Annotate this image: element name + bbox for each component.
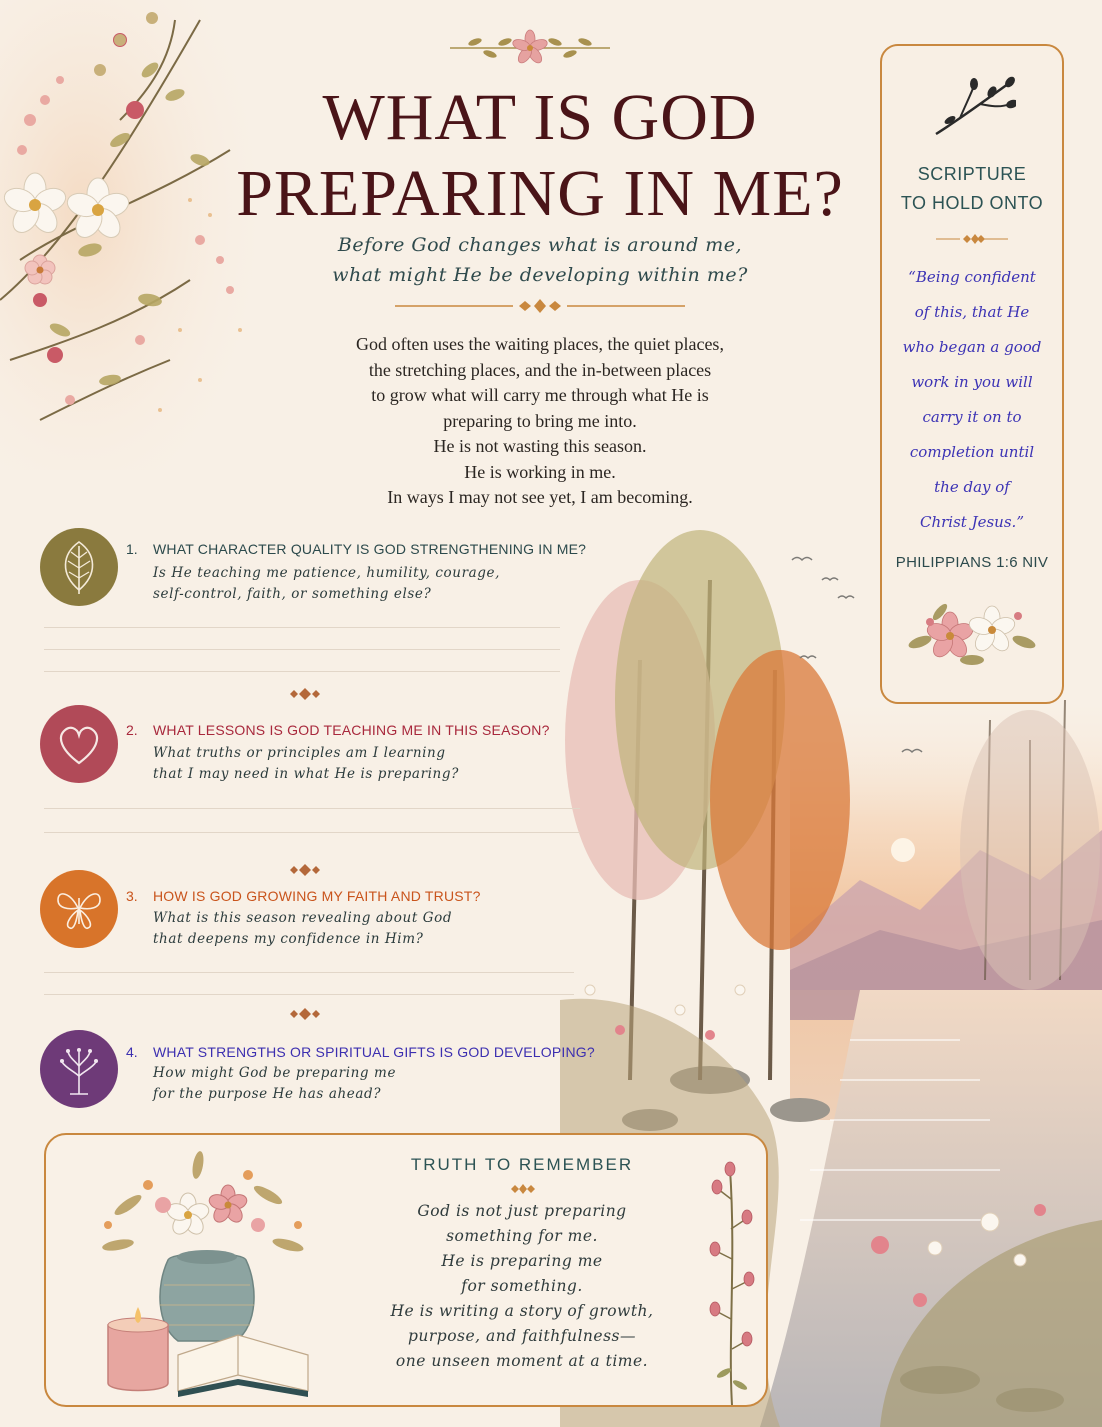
verse-line: “Being confident (908, 268, 1036, 286)
question-2-badge (40, 705, 118, 783)
scripture-verse (888, 260, 1056, 540)
truth-line: purpose, and faithfulness— (407, 1327, 636, 1345)
scripture-card (880, 44, 1064, 704)
scripture-heading (882, 160, 1062, 218)
truth-text (346, 1199, 698, 1374)
question-4-number: 4. (126, 1044, 138, 1060)
butterfly-icon (40, 870, 118, 948)
scripture-reference: PHILIPPIANS 1:6 NIV (895, 554, 1049, 571)
question-3-prompt (153, 908, 452, 950)
question-1-prompt (153, 563, 500, 605)
section-divider (288, 864, 322, 876)
intro-line: In ways I may not see yet, I am becoming. (387, 487, 693, 507)
question-1-prompt-line-1: Is He teaching me patience, humility, courage, (153, 565, 500, 581)
truth-to-remember-card (44, 1133, 768, 1407)
verse-line: of this, that He (914, 303, 1030, 321)
intro-line: God often uses the waiting places, the quiet places, (356, 334, 724, 354)
truth-line: He is writing a story of growth, (390, 1302, 654, 1320)
verse-line: work in you will (911, 373, 1033, 391)
truth-line: God is not just preparing (417, 1202, 627, 1220)
truth-line: one unseen moment at a time. (395, 1352, 649, 1370)
question-2-prompt-line-1: What truths or principles am I learning (153, 745, 446, 761)
intro-line: preparing to bring me into. (443, 410, 637, 431)
question-1-answer-line[interactable] (44, 627, 560, 628)
verse-line: completion until (909, 443, 1035, 461)
intro-paragraph (280, 332, 800, 511)
rosebud-sprig-illustration (702, 1159, 758, 1405)
page-title-line-1: WHAT IS GOD (322, 81, 758, 154)
verse-line: the day of (934, 478, 1010, 496)
question-1-prompt-line-2: self-control, faith, or something else? (153, 586, 432, 602)
page-title (200, 80, 880, 232)
question-2-answer-line[interactable] (44, 832, 580, 833)
scripture-divider (936, 232, 1008, 246)
question-1-title: WHAT CHARACTER QUALITY IS GOD STRENGTHENING IN ME? (153, 541, 587, 557)
truth-heading: TRUTH TO REMEMBER (410, 1155, 634, 1174)
question-4-prompt-line-2: for the purpose He has ahead? (153, 1086, 382, 1102)
scripture-heading-line-1: SCRIPTURE (917, 164, 1027, 184)
question-1-answer-line[interactable] (44, 671, 560, 672)
page-title-line-2: PREPARING IN ME? (236, 157, 844, 230)
question-2-title: WHAT LESSONS IS GOD TEACHING ME IN THIS SEASON? (153, 722, 550, 738)
truth-line: something for me. (446, 1227, 598, 1245)
question-3-prompt-line-1: What is this season revealing about God (153, 910, 453, 926)
question-3-prompt-line-2: that deepens my confidence in Him? (153, 931, 424, 947)
heart-icon (40, 705, 118, 783)
intro-line: He is not wasting this season. (433, 436, 647, 456)
question-3-answer-line[interactable] (44, 972, 574, 973)
question-4-title: WHAT STRENGTHS OR SPIRITUAL GIFTS IS GOD DEVELOPING? (153, 1044, 595, 1060)
question-3-badge (40, 870, 118, 948)
question-4-prompt (153, 1063, 396, 1105)
question-2-prompt-line-2: that I may need in what He is preparing? (153, 766, 459, 782)
top-floral-ornament (450, 28, 610, 68)
verse-line: carry it on to (922, 408, 1022, 426)
vase-candle-book-illustration (68, 1145, 348, 1405)
berry-sprig-icon (930, 74, 1016, 140)
truth-line: He is preparing me (441, 1252, 603, 1270)
question-4-prompt-line-1: How might God be preparing me (153, 1065, 397, 1081)
verse-line: Christ Jesus.” (920, 513, 1024, 531)
intro-line: the stretching places, and the in-between places (368, 359, 712, 380)
tree-icon (40, 1030, 118, 1108)
leaf-icon (40, 528, 118, 606)
truth-divider (487, 1183, 559, 1195)
question-2-number: 2. (126, 722, 138, 738)
truth-line: for something. (461, 1277, 583, 1295)
question-2-answer-line[interactable] (44, 808, 580, 809)
question-3-number: 3. (126, 888, 138, 904)
card-flowers-illustration (900, 592, 1044, 672)
question-2-prompt (153, 743, 459, 785)
verse-line: who began a good (902, 338, 1042, 356)
section-divider (288, 1008, 322, 1020)
question-3-title: HOW IS GOD GROWING MY FAITH AND TRUST? (153, 888, 481, 904)
question-3-answer-line[interactable] (44, 994, 574, 995)
page-subtitle (200, 230, 880, 290)
section-divider (288, 688, 322, 700)
scripture-heading-line-2: TO HOLD ONTO (900, 193, 1044, 213)
question-4-badge (40, 1030, 118, 1108)
question-1-answer-line[interactable] (44, 649, 560, 650)
intro-line: to grow what will carry me through what He is (371, 385, 709, 405)
header-divider (395, 296, 685, 316)
intro-line: He is working in me. (464, 461, 616, 482)
page-subtitle-line-1: Before God changes what is around me, (337, 234, 743, 256)
page-subtitle-line-2: what might He be developing within me? (332, 264, 748, 286)
question-1-badge (40, 528, 118, 606)
question-1-number: 1. (126, 541, 138, 557)
